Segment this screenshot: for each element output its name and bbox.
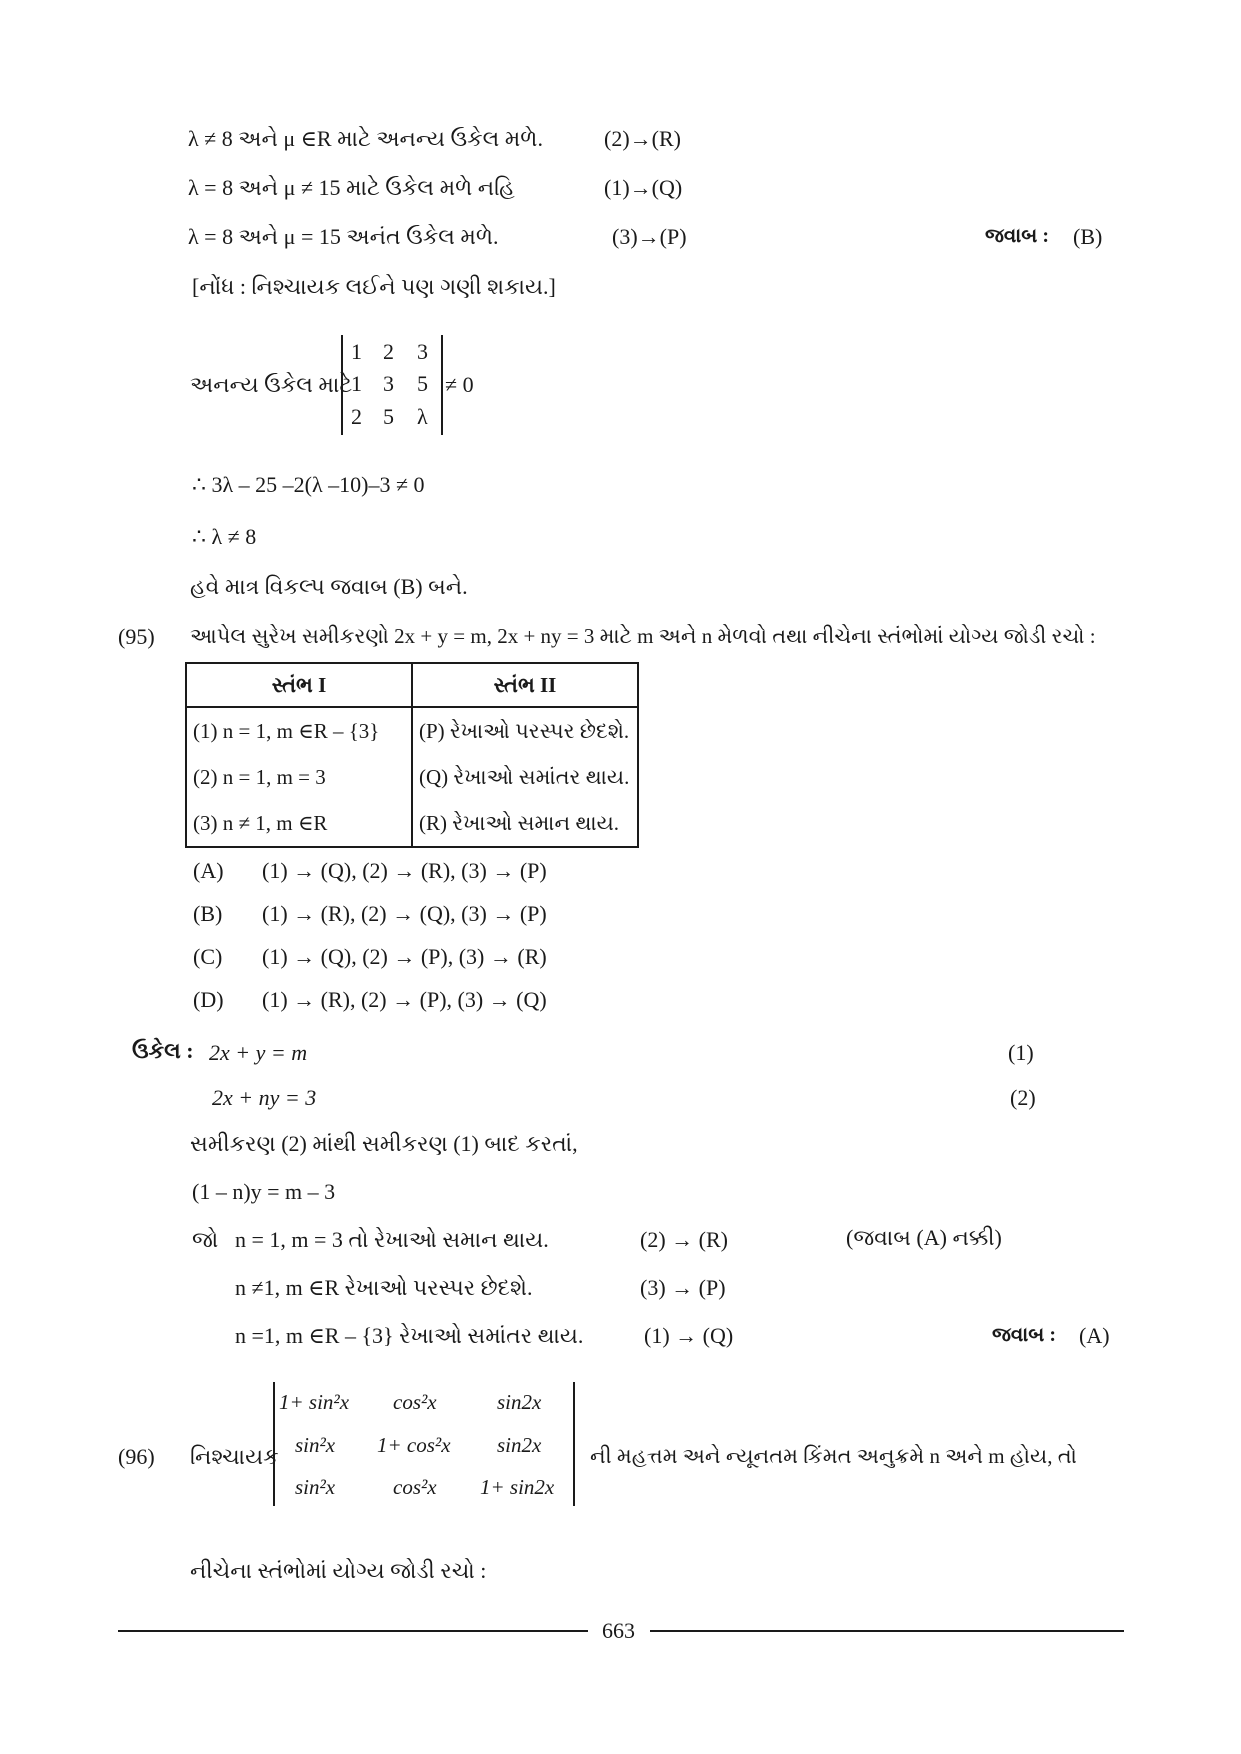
det2-cell: 1+ cos²x	[377, 1433, 451, 1457]
q95-match-table	[185, 662, 639, 848]
case-2: n ≠1, m ∈R રેખાઓ પરસ્પર છેદશે.	[235, 1275, 533, 1300]
note: [નોંધ : નિશ્ચાયક લઈને પણ ગણી શકાય.]	[192, 274, 556, 299]
case-1-note: (જવાબ (A) નક્કી)	[846, 1225, 1002, 1250]
det2-cell: sin2x	[497, 1433, 542, 1457]
det1-suffix: ≠ 0	[445, 372, 474, 397]
equation-2-number: (2)	[1010, 1085, 1036, 1110]
equation-1-number: (1)	[1008, 1040, 1034, 1065]
step-3: હવે માત્ર વિકલ્પ જવાબ (B) બને.	[190, 574, 468, 599]
det1-cell: 5	[417, 371, 428, 396]
footer-rule-left	[118, 1630, 588, 1632]
solution-answer-label: જવાબ :	[992, 1324, 1057, 1346]
solution-label: ઉકેલ :	[132, 1038, 194, 1063]
equation-1: 2x + y = m	[209, 1040, 308, 1065]
table-cell: (2) n = 1, m = 3	[186, 754, 412, 800]
equation-2: 2x + ny = 3	[212, 1085, 317, 1110]
table-cell: (1) n = 1, m ∈R – {3}	[186, 707, 412, 754]
match-line-3: (3)→(P)	[612, 224, 687, 249]
step-1: ∴ 3λ – 25 –2(λ –10)–3 ≠ 0	[192, 472, 425, 497]
option-label-b: (B)	[193, 901, 223, 926]
solution-line-4: (1 – n)y = m – 3	[192, 1179, 336, 1204]
match-line-2: (1)→(Q)	[604, 175, 683, 200]
det1-cell: 3	[417, 339, 428, 364]
statement-line-1: λ ≠ 8 અને μ ∈R માટે અનન્ય ઉકેલ મળે.	[188, 126, 543, 151]
det1-cell: 2	[383, 339, 394, 364]
det2-cell: sin2x	[497, 1390, 542, 1414]
det2-cell: cos²x	[393, 1390, 437, 1414]
option-label-a: (A)	[193, 858, 224, 883]
det2-cell: sin²x	[295, 1433, 336, 1457]
det2-cell: 1+ sin2x	[480, 1475, 555, 1499]
step-2: ∴ λ ≠ 8	[192, 524, 257, 549]
statement-line-2: λ = 8 અને μ ≠ 15 માટે ઉકેલ મળે નહિ	[188, 175, 515, 200]
det1-cell: λ	[417, 404, 428, 429]
case-1: n = 1, m = 3 તો રેખાઓ સમાન થાય.	[235, 1227, 549, 1252]
answer-label: જવાબ :	[985, 225, 1050, 247]
table-cell: (R) રેખાઓ સમાન થાય.	[412, 800, 638, 847]
determinant-2	[273, 1382, 575, 1506]
page-number: 663	[602, 1618, 635, 1643]
answer-value: (B)	[1073, 224, 1103, 249]
table-cell: (Q) રેખાઓ સમાંતર થાય.	[412, 754, 638, 800]
option-text-c: (1) → (Q), (2) → (P), (3) → (R)	[262, 944, 547, 969]
col1-header: સ્તંભ I	[186, 663, 412, 707]
statement-line-3: λ = 8 અને μ = 15 અનંત ઉકેલ મળે.	[188, 224, 499, 249]
solution-line-3: સમીકરણ (2) માંથી સમીકરણ (1) બાદ કરતાં,	[190, 1131, 578, 1156]
det1-cell: 5	[383, 404, 394, 429]
option-text-d: (1) → (R), (2) → (P), (3) → (Q)	[262, 987, 547, 1012]
det1-cell: 1	[351, 339, 362, 364]
q95-text: આપેલ સુરેખ સમીકરણો 2x + y = m, 2x + ny = 3 માટે m અને n મેળવો તથા નીચેના સ્તંભોમાં યોગ્ય જોડી રચો :	[190, 624, 1096, 648]
case-2-match: (3) → (P)	[640, 1275, 726, 1300]
det1-cell: 2	[351, 404, 362, 429]
option-label-c: (C)	[193, 944, 223, 969]
q96-next: નીચેના સ્તંભોમાં યોગ્ય જોડી રચો :	[190, 1558, 487, 1583]
det1-cell: 1	[351, 371, 362, 396]
case-3: n =1, m ∈R – {3} રેખાઓ સમાંતર થાય.	[235, 1323, 584, 1348]
case-3-match: (1) → (Q)	[644, 1323, 734, 1348]
option-text-b: (1) → (R), (2) → (Q), (3) → (P)	[262, 901, 547, 926]
option-text-a: (1) → (Q), (2) → (R), (3) → (P)	[262, 858, 547, 883]
if-label: જો	[192, 1227, 219, 1252]
option-label-d: (D)	[193, 987, 224, 1012]
col2-header: સ્તંભ II	[412, 663, 638, 707]
det2-cell: sin²x	[295, 1475, 336, 1499]
footer-rule-right	[650, 1630, 1124, 1632]
q95-number: (95)	[118, 624, 155, 649]
match-line-1: (2)→(R)	[604, 126, 681, 151]
det1-prefix: અનન્ય ઉકેલ માટે	[190, 372, 353, 397]
case-1-match: (2) → (R)	[640, 1227, 728, 1252]
determinant-1	[341, 335, 443, 435]
det2-cell: 1+ sin²x	[279, 1390, 350, 1414]
solution-answer-value: (A)	[1079, 1323, 1110, 1348]
det2-cell: cos²x	[393, 1475, 437, 1499]
q96-number: (96)	[118, 1444, 155, 1469]
q96-suffix: ની મહત્તમ અને ન્યૂનતમ કિંમત અનુક્રમે n અને m હોય, તો	[590, 1444, 1077, 1468]
q96-prefix: નિશ્ચાયક	[190, 1444, 279, 1469]
table-cell: (P) રેખાઓ પરસ્પર છેદશે.	[412, 707, 638, 754]
table-cell: (3) n ≠ 1, m ∈R	[186, 800, 412, 847]
det1-cell: 3	[383, 371, 394, 396]
